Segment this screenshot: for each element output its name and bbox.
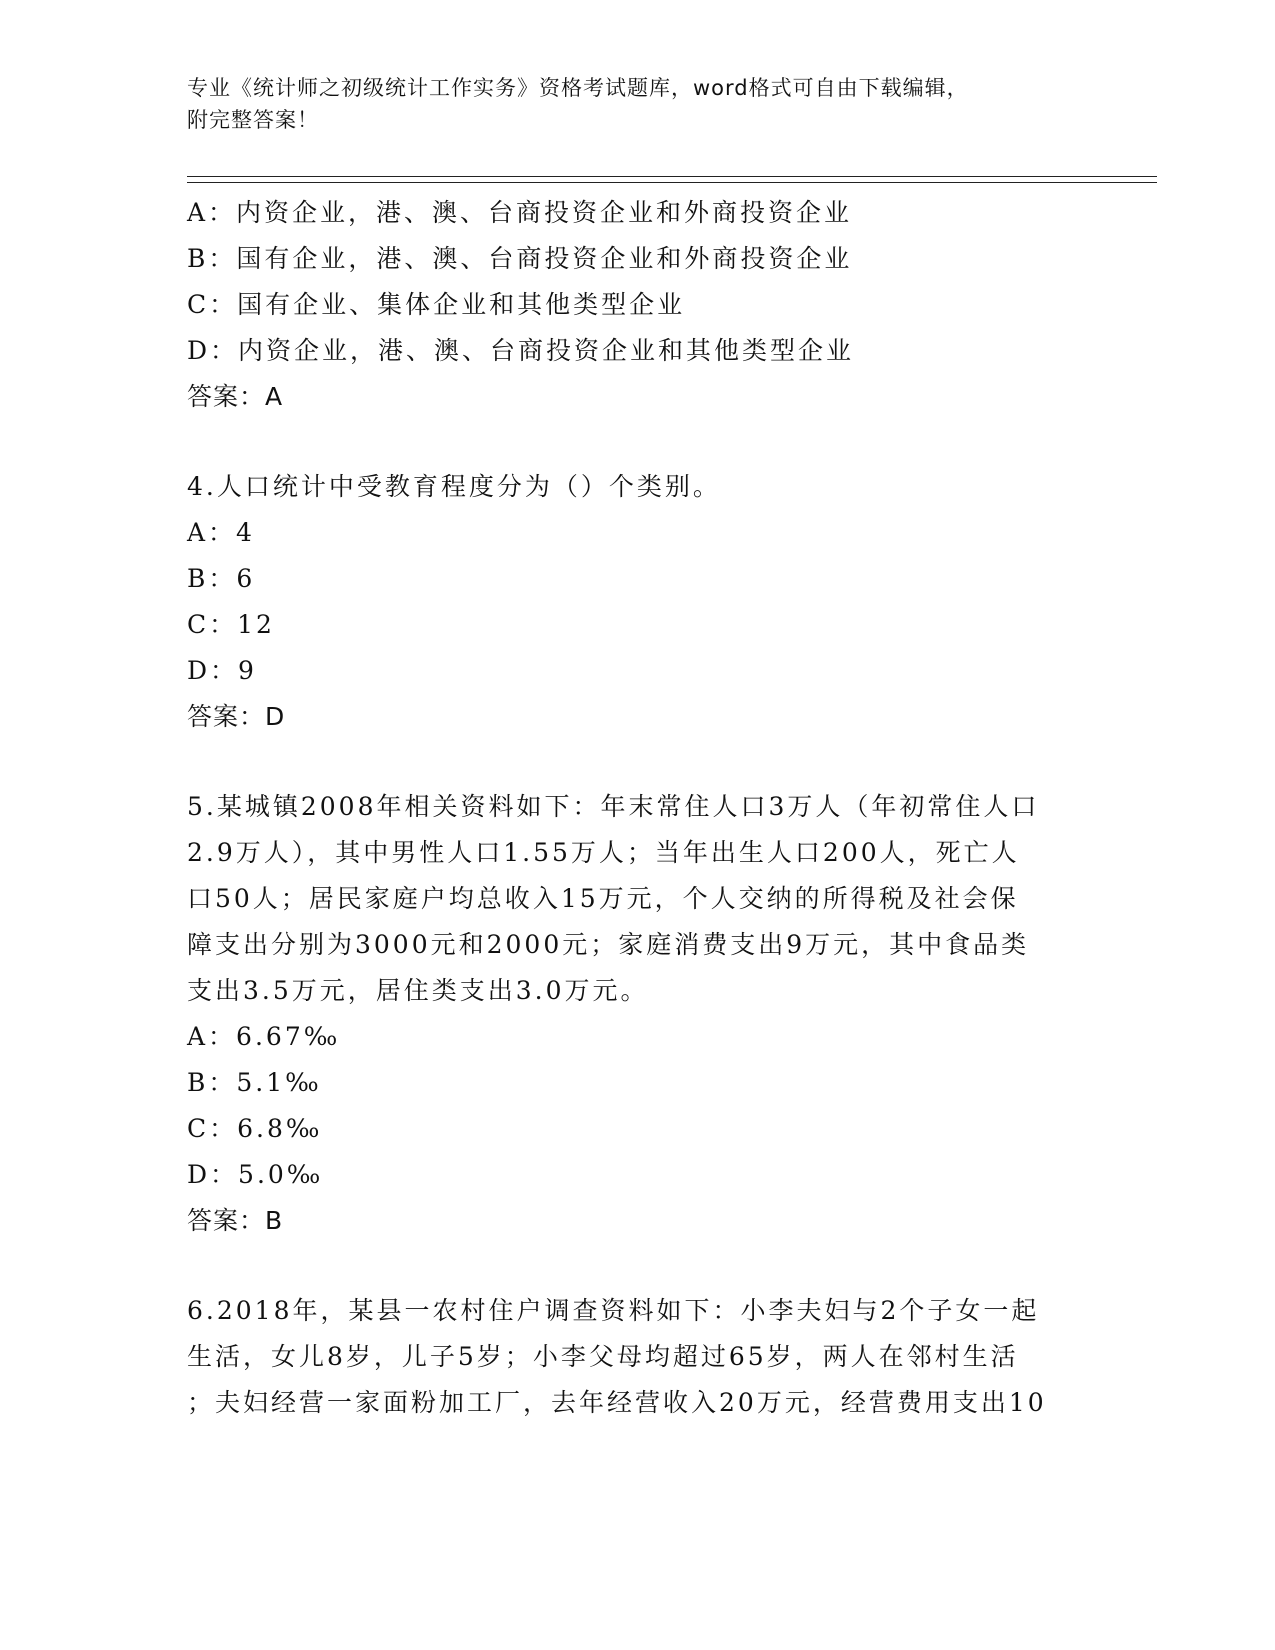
question-list xyxy=(187,190,1087,1426)
answer-line: 答案：D xyxy=(187,702,286,731)
question-block xyxy=(187,190,1087,420)
question-text: 口50人；居民家庭户均总收入15万元，个人交纳的所得税及社会保 xyxy=(187,884,1019,913)
option-a: A：内资企业，港、澳、台商投资企业和外商投资企业 xyxy=(187,198,853,227)
option-a: A：4 xyxy=(187,518,255,547)
question-text: 4.人口统计中受教育程度分为（）个类别。 xyxy=(187,472,721,501)
option-b: B：5.1‰ xyxy=(187,1068,322,1097)
document-header xyxy=(187,72,1087,136)
block-spacer xyxy=(187,420,1087,464)
question-text: 障支出分别为3000元和2000元；家庭消费支出9万元，其中食品类 xyxy=(187,930,1030,959)
option-c: C：国有企业、集体企业和其他类型企业 xyxy=(187,290,686,319)
option-d: D：内资企业，港、澳、台商投资企业和其他类型企业 xyxy=(187,336,855,365)
header-line-1: 专业《统计师之初级统计工作实务》资格考试题库，word格式可自由下载编辑， xyxy=(187,76,969,100)
question-text: 6.2018年，某县一农村住户调查资料如下：小李夫妇与2个子女一起 xyxy=(187,1296,1040,1325)
question-block xyxy=(187,464,1087,740)
question-text: 2.9万人），其中男性人口1.55万人；当年出生人口200人，死亡人 xyxy=(187,838,1020,867)
option-a: A：6.67‰ xyxy=(187,1022,341,1051)
question-text: 5.某城镇2008年相关资料如下：年末常住人口3万人（年初常住人口 xyxy=(187,792,1040,821)
header-divider xyxy=(187,176,1157,183)
option-d: D：5.0‰ xyxy=(187,1160,324,1189)
block-spacer xyxy=(187,740,1087,784)
question-text: 支出3.5万元，居住类支出3.0万元。 xyxy=(187,976,649,1005)
block-spacer xyxy=(187,1244,1087,1288)
answer-line: 答案：A xyxy=(187,382,284,411)
question-text: ；夫妇经营一家面粉加工厂，去年经营收入20万元，经营费用支出10 xyxy=(187,1388,1047,1417)
option-b: B：6 xyxy=(187,564,256,593)
header-line-2: 附完整答案！ xyxy=(187,108,319,132)
option-d: D：9 xyxy=(187,656,257,685)
option-c: C：12 xyxy=(187,610,275,639)
answer-line: 答案：B xyxy=(187,1206,284,1235)
question-block xyxy=(187,784,1087,1244)
option-c: C：6.8‰ xyxy=(187,1114,323,1143)
question-block xyxy=(187,1288,1087,1426)
question-text: 生活，女儿8岁，儿子5岁；小李父母均超过65岁，两人在邻村生活 xyxy=(187,1342,1019,1371)
option-b: B：国有企业，港、澳、台商投资企业和外商投资企业 xyxy=(187,244,853,273)
